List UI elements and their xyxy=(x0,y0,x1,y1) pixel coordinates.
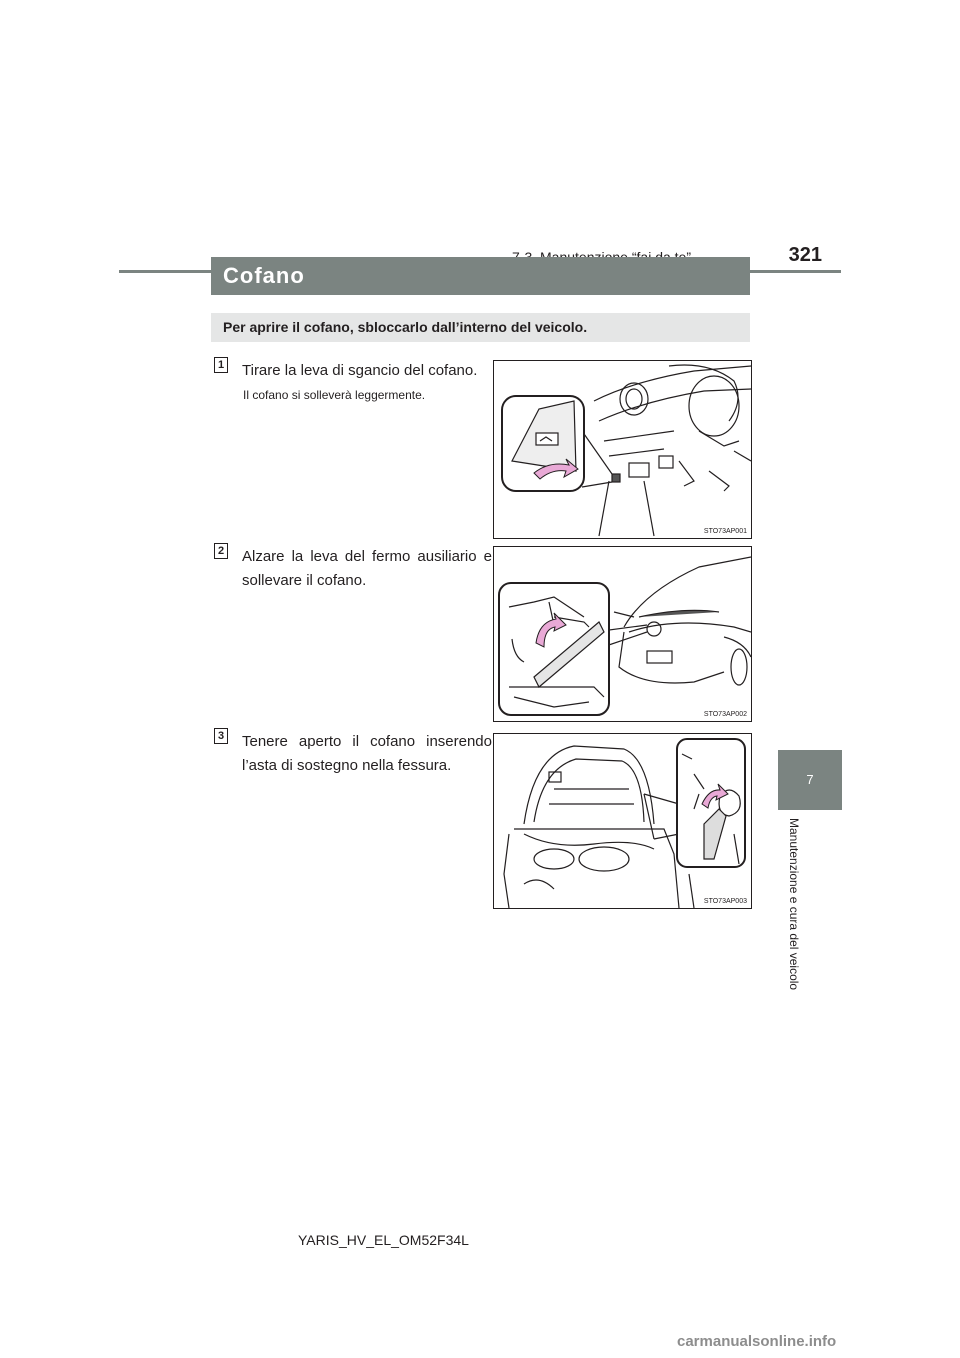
footer-model-code: YARIS_HV_EL_OM52F34L xyxy=(298,1232,469,1248)
page-number: 321 xyxy=(788,244,822,266)
step-1-note: Il cofano si solleverà leggermente. xyxy=(243,388,426,402)
step-number-3: 3 xyxy=(214,728,228,744)
image-code-2: STO73AP002 xyxy=(703,711,747,718)
step-number-1: 1 xyxy=(214,357,228,373)
chapter-side-label xyxy=(787,818,811,1008)
step-3-instruction: Tenere aperto il cofano inserendo l’asta di sostegno nella fessura. xyxy=(242,733,492,774)
step-2-instruction: Alzare la leva del fermo ausiliario e sollevare il cofano. xyxy=(242,548,492,589)
hood-release-lever-illustration xyxy=(493,360,752,539)
auxiliary-catch-illustration xyxy=(493,546,752,722)
image-code-3: STO73AP003 xyxy=(703,898,747,905)
step-text-1 xyxy=(215,359,481,383)
step-1-instruction: Tirare la leva di sgancio del cofano. xyxy=(242,362,478,379)
chapter-title: Manutenzione e cura del veicolo xyxy=(787,818,801,991)
step-number-2: 2 xyxy=(214,543,228,559)
image-code-1: STO73AP001 xyxy=(703,528,747,535)
watermark: carmanualsonline.info xyxy=(677,1333,837,1350)
chapter-number: 7 xyxy=(806,772,814,787)
section-title-bar xyxy=(211,257,750,295)
intro-box xyxy=(211,313,750,342)
section-title: Cofano xyxy=(223,263,305,288)
intro-text: Per aprire il cofano, sbloccarlo dall’interno del veicolo. xyxy=(223,319,588,335)
chapter-tab xyxy=(778,750,842,810)
hood-support-rod-illustration xyxy=(493,733,752,909)
